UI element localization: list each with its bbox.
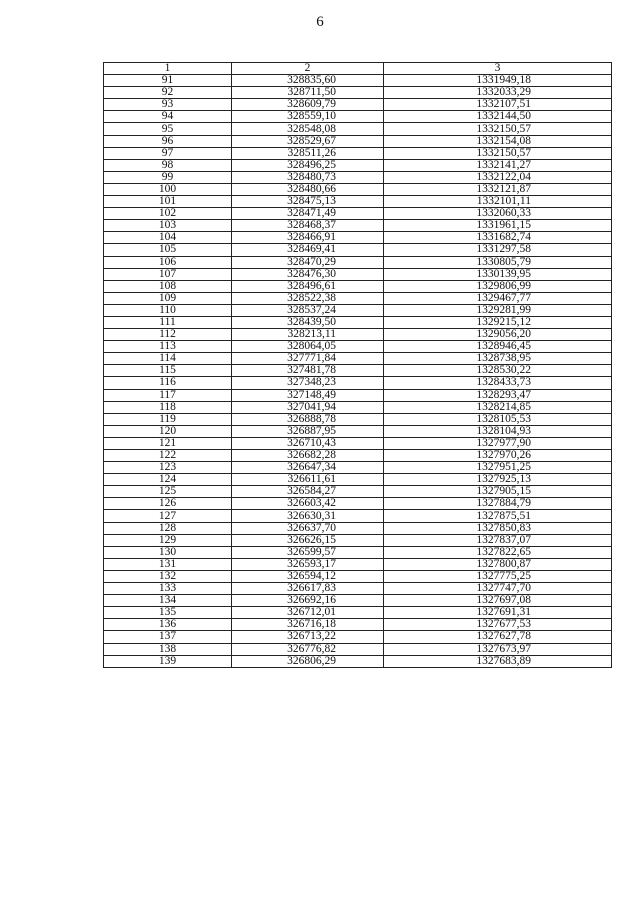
y-coordinate-cell: 1332033,29 bbox=[384, 87, 612, 99]
point-number-cell: 130 bbox=[104, 546, 232, 558]
table-row bbox=[104, 498, 612, 510]
x-coordinate-cell: 328468,37 bbox=[232, 220, 384, 232]
x-coordinate-cell: 328609,79 bbox=[232, 99, 384, 111]
table-row bbox=[104, 208, 612, 220]
y-coordinate-cell: 1327683,89 bbox=[384, 655, 612, 667]
table-row bbox=[104, 75, 612, 87]
table-row bbox=[104, 111, 612, 123]
table-row bbox=[104, 413, 612, 425]
y-coordinate-cell: 1329806,99 bbox=[384, 280, 612, 292]
x-coordinate-cell: 326594,12 bbox=[232, 570, 384, 582]
x-coordinate-cell: 326603,42 bbox=[232, 498, 384, 510]
y-coordinate-cell: 1328738,95 bbox=[384, 353, 612, 365]
column-header-y: 3 bbox=[384, 63, 612, 75]
x-coordinate-cell: 327348,23 bbox=[232, 377, 384, 389]
point-number-cell: 135 bbox=[104, 607, 232, 619]
table-row bbox=[104, 450, 612, 462]
x-coordinate-cell: 328476,30 bbox=[232, 268, 384, 280]
y-coordinate-cell: 1327673,97 bbox=[384, 643, 612, 655]
point-number-cell: 111 bbox=[104, 316, 232, 328]
coordinates-table-container bbox=[103, 62, 611, 668]
table-row bbox=[104, 135, 612, 147]
x-coordinate-cell: 327771,84 bbox=[232, 353, 384, 365]
point-number-cell: 119 bbox=[104, 413, 232, 425]
table-row bbox=[104, 583, 612, 595]
x-coordinate-cell: 326584,27 bbox=[232, 486, 384, 498]
y-coordinate-cell: 1331682,74 bbox=[384, 232, 612, 244]
table-row bbox=[104, 159, 612, 171]
table-row bbox=[104, 462, 612, 474]
table-row bbox=[104, 365, 612, 377]
y-coordinate-cell: 1328105,53 bbox=[384, 413, 612, 425]
y-coordinate-cell: 1332150,57 bbox=[384, 147, 612, 159]
point-number-cell: 94 bbox=[104, 111, 232, 123]
table-row bbox=[104, 643, 612, 655]
table-row bbox=[104, 87, 612, 99]
table-row bbox=[104, 196, 612, 208]
point-number-cell: 113 bbox=[104, 341, 232, 353]
x-coordinate-cell: 326593,17 bbox=[232, 558, 384, 570]
x-coordinate-cell: 327041,94 bbox=[232, 401, 384, 413]
point-number-cell: 108 bbox=[104, 280, 232, 292]
x-coordinate-cell: 328511,26 bbox=[232, 147, 384, 159]
table-row bbox=[104, 329, 612, 341]
x-coordinate-cell: 328537,24 bbox=[232, 304, 384, 316]
point-number-cell: 120 bbox=[104, 425, 232, 437]
point-number-cell: 107 bbox=[104, 268, 232, 280]
point-number-cell: 96 bbox=[104, 135, 232, 147]
point-number-cell: 101 bbox=[104, 196, 232, 208]
point-number-cell: 123 bbox=[104, 462, 232, 474]
x-coordinate-cell: 328471,49 bbox=[232, 208, 384, 220]
table-row bbox=[104, 353, 612, 365]
x-coordinate-cell: 328496,61 bbox=[232, 280, 384, 292]
table-row bbox=[104, 607, 612, 619]
x-coordinate-cell: 328439,50 bbox=[232, 316, 384, 328]
table-row bbox=[104, 474, 612, 486]
x-coordinate-cell: 326617,83 bbox=[232, 583, 384, 595]
point-number-cell: 116 bbox=[104, 377, 232, 389]
x-coordinate-cell: 328529,67 bbox=[232, 135, 384, 147]
column-header-number: 1 bbox=[104, 63, 232, 75]
point-number-cell: 131 bbox=[104, 558, 232, 570]
point-number-cell: 102 bbox=[104, 208, 232, 220]
y-coordinate-cell: 1329056,20 bbox=[384, 329, 612, 341]
coordinates-table bbox=[103, 62, 612, 668]
point-number-cell: 117 bbox=[104, 389, 232, 401]
x-coordinate-cell: 328548,08 bbox=[232, 123, 384, 135]
table-row bbox=[104, 558, 612, 570]
point-number-cell: 122 bbox=[104, 450, 232, 462]
y-coordinate-cell: 1328946,45 bbox=[384, 341, 612, 353]
y-coordinate-cell: 1332101,11 bbox=[384, 196, 612, 208]
y-coordinate-cell: 1327691,31 bbox=[384, 607, 612, 619]
table-body bbox=[104, 75, 612, 668]
y-coordinate-cell: 1332141,27 bbox=[384, 159, 612, 171]
point-number-cell: 126 bbox=[104, 498, 232, 510]
x-coordinate-cell: 328711,50 bbox=[232, 87, 384, 99]
point-number-cell: 115 bbox=[104, 365, 232, 377]
table-row bbox=[104, 256, 612, 268]
x-coordinate-cell: 328213,11 bbox=[232, 329, 384, 341]
table-row bbox=[104, 619, 612, 631]
y-coordinate-cell: 1327875,51 bbox=[384, 510, 612, 522]
x-coordinate-cell: 328470,29 bbox=[232, 256, 384, 268]
x-coordinate-cell: 328559,10 bbox=[232, 111, 384, 123]
table-row bbox=[104, 292, 612, 304]
x-coordinate-cell: 326682,28 bbox=[232, 450, 384, 462]
point-number-cell: 127 bbox=[104, 510, 232, 522]
table-row bbox=[104, 123, 612, 135]
point-number-cell: 106 bbox=[104, 256, 232, 268]
y-coordinate-cell: 1327970,26 bbox=[384, 450, 612, 462]
y-coordinate-cell: 1328433,73 bbox=[384, 377, 612, 389]
x-coordinate-cell: 326637,70 bbox=[232, 522, 384, 534]
table-row bbox=[104, 522, 612, 534]
point-number-cell: 109 bbox=[104, 292, 232, 304]
table-row bbox=[104, 486, 612, 498]
y-coordinate-cell: 1327627,78 bbox=[384, 631, 612, 643]
y-coordinate-cell: 1332122,04 bbox=[384, 171, 612, 183]
x-coordinate-cell: 326716,18 bbox=[232, 619, 384, 631]
x-coordinate-cell: 328496,25 bbox=[232, 159, 384, 171]
point-number-cell: 114 bbox=[104, 353, 232, 365]
x-coordinate-cell: 326710,43 bbox=[232, 437, 384, 449]
x-coordinate-cell: 328480,66 bbox=[232, 183, 384, 195]
y-coordinate-cell: 1328293,47 bbox=[384, 389, 612, 401]
y-coordinate-cell: 1327837,07 bbox=[384, 534, 612, 546]
x-coordinate-cell: 328835,60 bbox=[232, 75, 384, 87]
y-coordinate-cell: 1328530,22 bbox=[384, 365, 612, 377]
point-number-cell: 134 bbox=[104, 595, 232, 607]
point-number-cell: 125 bbox=[104, 486, 232, 498]
point-number-cell: 93 bbox=[104, 99, 232, 111]
x-coordinate-cell: 328469,41 bbox=[232, 244, 384, 256]
point-number-cell: 100 bbox=[104, 183, 232, 195]
x-coordinate-cell: 326647,34 bbox=[232, 462, 384, 474]
point-number-cell: 139 bbox=[104, 655, 232, 667]
x-coordinate-cell: 326806,29 bbox=[232, 655, 384, 667]
point-number-cell: 95 bbox=[104, 123, 232, 135]
table-row bbox=[104, 534, 612, 546]
point-number-cell: 112 bbox=[104, 329, 232, 341]
x-coordinate-cell: 328064,05 bbox=[232, 341, 384, 353]
table-row bbox=[104, 304, 612, 316]
y-coordinate-cell: 1327977,90 bbox=[384, 437, 612, 449]
point-number-cell: 138 bbox=[104, 643, 232, 655]
y-coordinate-cell: 1327775,25 bbox=[384, 570, 612, 582]
x-coordinate-cell: 326611,61 bbox=[232, 474, 384, 486]
y-coordinate-cell: 1327677,53 bbox=[384, 619, 612, 631]
y-coordinate-cell: 1332121,87 bbox=[384, 183, 612, 195]
table-row bbox=[104, 437, 612, 449]
table-row bbox=[104, 280, 612, 292]
table-row bbox=[104, 232, 612, 244]
table-row bbox=[104, 389, 612, 401]
table-row bbox=[104, 268, 612, 280]
point-number-cell: 132 bbox=[104, 570, 232, 582]
table-row bbox=[104, 401, 612, 413]
table-row bbox=[104, 631, 612, 643]
y-coordinate-cell: 1327747,70 bbox=[384, 583, 612, 595]
y-coordinate-cell: 1331949,18 bbox=[384, 75, 612, 87]
table-row bbox=[104, 510, 612, 522]
table-row bbox=[104, 546, 612, 558]
table-row bbox=[104, 220, 612, 232]
point-number-cell: 105 bbox=[104, 244, 232, 256]
y-coordinate-cell: 1327951,25 bbox=[384, 462, 612, 474]
x-coordinate-cell: 327481,78 bbox=[232, 365, 384, 377]
point-number-cell: 128 bbox=[104, 522, 232, 534]
y-coordinate-cell: 1327697,08 bbox=[384, 595, 612, 607]
x-coordinate-cell: 328480,73 bbox=[232, 171, 384, 183]
x-coordinate-cell: 326712,01 bbox=[232, 607, 384, 619]
x-coordinate-cell: 326599,57 bbox=[232, 546, 384, 558]
table-row bbox=[104, 377, 612, 389]
y-coordinate-cell: 1327925,13 bbox=[384, 474, 612, 486]
y-coordinate-cell: 1330139,95 bbox=[384, 268, 612, 280]
x-coordinate-cell: 326776,82 bbox=[232, 643, 384, 655]
table-row bbox=[104, 425, 612, 437]
y-coordinate-cell: 1327884,79 bbox=[384, 498, 612, 510]
y-coordinate-cell: 1332107,51 bbox=[384, 99, 612, 111]
y-coordinate-cell: 1332150,57 bbox=[384, 123, 612, 135]
x-coordinate-cell: 326713,22 bbox=[232, 631, 384, 643]
y-coordinate-cell: 1328214,85 bbox=[384, 401, 612, 413]
y-coordinate-cell: 1327905,15 bbox=[384, 486, 612, 498]
point-number-cell: 129 bbox=[104, 534, 232, 546]
y-coordinate-cell: 1331961,15 bbox=[384, 220, 612, 232]
table-row bbox=[104, 570, 612, 582]
point-number-cell: 98 bbox=[104, 159, 232, 171]
table-row bbox=[104, 244, 612, 256]
y-coordinate-cell: 1332154,08 bbox=[384, 135, 612, 147]
point-number-cell: 99 bbox=[104, 171, 232, 183]
y-coordinate-cell: 1327822,65 bbox=[384, 546, 612, 558]
x-coordinate-cell: 328475,13 bbox=[232, 196, 384, 208]
point-number-cell: 137 bbox=[104, 631, 232, 643]
x-coordinate-cell: 328466,91 bbox=[232, 232, 384, 244]
table-row bbox=[104, 171, 612, 183]
table-row bbox=[104, 316, 612, 328]
point-number-cell: 110 bbox=[104, 304, 232, 316]
y-coordinate-cell: 1329281,99 bbox=[384, 304, 612, 316]
x-coordinate-cell: 326887,95 bbox=[232, 425, 384, 437]
table-row bbox=[104, 147, 612, 159]
x-coordinate-cell: 327148,49 bbox=[232, 389, 384, 401]
y-coordinate-cell: 1330805,79 bbox=[384, 256, 612, 268]
x-coordinate-cell: 326888,78 bbox=[232, 413, 384, 425]
y-coordinate-cell: 1332060,33 bbox=[384, 208, 612, 220]
page-number: 6 bbox=[316, 14, 324, 30]
y-coordinate-cell: 1329467,77 bbox=[384, 292, 612, 304]
y-coordinate-cell: 1327800,87 bbox=[384, 558, 612, 570]
y-coordinate-cell: 1328104,93 bbox=[384, 425, 612, 437]
point-number-cell: 103 bbox=[104, 220, 232, 232]
point-number-cell: 91 bbox=[104, 75, 232, 87]
table-row bbox=[104, 341, 612, 353]
point-number-cell: 124 bbox=[104, 474, 232, 486]
point-number-cell: 133 bbox=[104, 583, 232, 595]
point-number-cell: 121 bbox=[104, 437, 232, 449]
table-row bbox=[104, 655, 612, 667]
x-coordinate-cell: 326692,16 bbox=[232, 595, 384, 607]
table-row bbox=[104, 183, 612, 195]
point-number-cell: 118 bbox=[104, 401, 232, 413]
table-row bbox=[104, 595, 612, 607]
y-coordinate-cell: 1331297,58 bbox=[384, 244, 612, 256]
point-number-cell: 97 bbox=[104, 147, 232, 159]
x-coordinate-cell: 328522,38 bbox=[232, 292, 384, 304]
point-number-cell: 104 bbox=[104, 232, 232, 244]
y-coordinate-cell: 1327850,83 bbox=[384, 522, 612, 534]
point-number-cell: 136 bbox=[104, 619, 232, 631]
y-coordinate-cell: 1329215,12 bbox=[384, 316, 612, 328]
table-header-row bbox=[104, 63, 612, 75]
point-number-cell: 92 bbox=[104, 87, 232, 99]
y-coordinate-cell: 1332144,50 bbox=[384, 111, 612, 123]
x-coordinate-cell: 326626,15 bbox=[232, 534, 384, 546]
x-coordinate-cell: 326630,31 bbox=[232, 510, 384, 522]
column-header-x: 2 bbox=[232, 63, 384, 75]
table-row bbox=[104, 99, 612, 111]
